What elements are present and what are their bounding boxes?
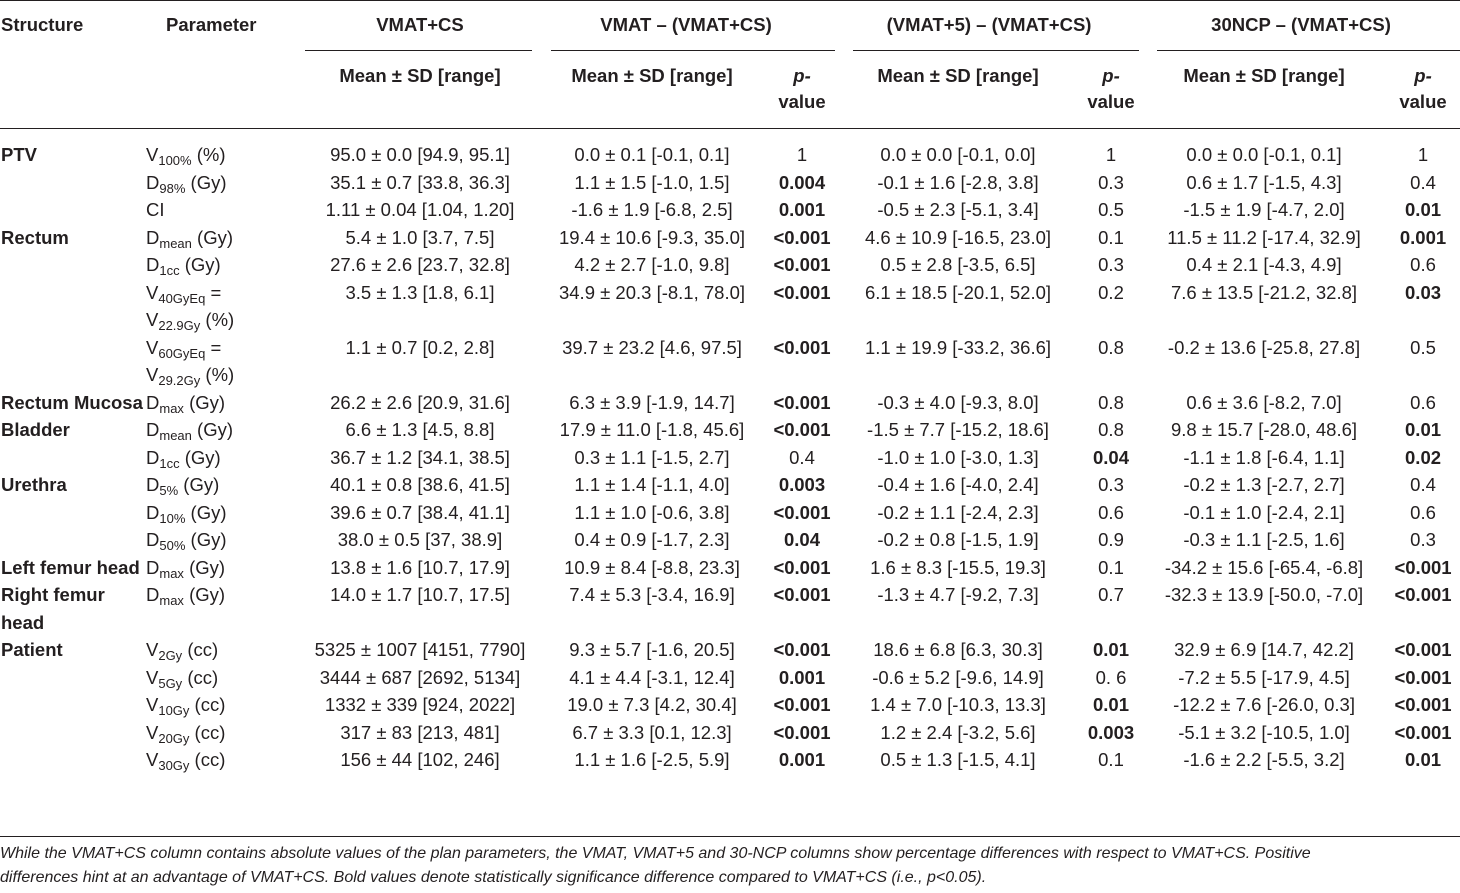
table-row <box>0 196 1460 224</box>
cell-ncp-p: 0.6 <box>1410 501 1436 523</box>
cell-vmat5-p: 0.1 <box>1098 226 1124 248</box>
cell-ncp: -34.2 ± 15.6 [-65.4, -6.8] <box>1164 556 1364 578</box>
cell-ncp: 0.6 ± 1.7 [-1.5, 4.3] <box>1186 171 1342 193</box>
table-row <box>0 416 1460 444</box>
cell-vmat-p: 0.003 <box>778 474 826 495</box>
cell-parameter: $V_{100\%}$ (%) <box>146 144 226 168</box>
cell-structure <box>0 664 146 692</box>
cell-parameter: $V_{60GyEq}$ = $V_{29.2Gy}$ (%) <box>146 336 235 388</box>
group-underline-vmatcs <box>305 50 532 51</box>
cell-parameter: $D_{50\%}$ (Gy) <box>146 529 227 553</box>
header-bottom-rule <box>0 128 1460 129</box>
cell-parameter: $D_{1cc}$ (Gy) <box>146 254 221 278</box>
cell-vmat: 0.4 ± 0.9 [-1.7, 2.3] <box>574 529 730 550</box>
cell-vmat5: -1.0 ± 1.0 [-3.0, 1.3] <box>877 446 1039 468</box>
header-group-vmatcs: VMAT+CS <box>376 14 464 35</box>
cell-structure <box>0 746 146 774</box>
cell-structure <box>0 719 146 747</box>
table-row <box>0 499 1460 527</box>
cell-vmatcs: 3444 ± 687 [2692, 5134] <box>319 666 521 688</box>
cell-vmatcs: 6.6 ± 1.3 [4.5, 8.8] <box>345 419 495 440</box>
cell-ncp: 11.5 ± 11.2 [-17.4, 32.9] <box>1167 226 1361 248</box>
cell-structure <box>0 334 146 389</box>
cell-structure: Patient <box>1 639 63 660</box>
cell-vmat5-p: 0.9 <box>1098 529 1124 550</box>
cell-structure: Right femur head <box>1 584 105 633</box>
cell-ncp-p: 0.01 <box>1405 749 1442 770</box>
cell-ncp-p: <0.001 <box>1394 584 1452 605</box>
cell-ncp-p: 0.4 <box>1410 474 1436 495</box>
cell-ncp: 7.6 ± 13.5 [-21.2, 32.8] <box>1171 281 1358 303</box>
footnote-line-2: differences hint at an advantage of VMAT+CS. Bold values denote statistically significance difference compared to VMAT+CS (i.e., p<0.05). <box>0 869 987 886</box>
cell-ncp-p: <0.001 <box>1394 666 1452 688</box>
header-group-vmat5: (VMAT+5) – (VMAT+CS) <box>886 14 1092 35</box>
cell-vmat5: 0.5 ± 2.8 [-3.5, 6.5] <box>880 254 1036 275</box>
cell-vmat: 0.3 ± 1.1 [-1.5, 2.7] <box>574 446 730 468</box>
group-underline-vmat <box>551 50 835 51</box>
header-row-groups <box>0 0 1460 50</box>
cell-vmat: 9.3 ± 5.7 [-1.6, 20.5] <box>569 639 735 660</box>
top-rule <box>0 0 1460 1</box>
table-row <box>0 169 1460 197</box>
header-mean-sd: Mean ± SD [range] <box>877 65 1039 86</box>
cell-ncp: 9.8 ± 15.7 [-28.0, 48.6] <box>1171 419 1358 440</box>
cell-parameter: $D_{max}$ (Gy) <box>146 556 226 581</box>
cell-ncp-p: 0.01 <box>1405 419 1442 440</box>
cell-structure <box>0 691 146 719</box>
cell-vmat-p: <0.001 <box>773 226 831 248</box>
table-row <box>0 334 1460 389</box>
cell-vmat5: 1.6 ± 8.3 [-15.5, 19.3] <box>870 556 1046 578</box>
cell-ncp: -1.5 ± 1.9 [-4.7, 2.0] <box>1183 199 1345 220</box>
cell-vmat: 19.4 ± 10.6 [-9.3, 35.0] <box>558 226 746 248</box>
cell-vmat-p: <0.001 <box>773 694 831 715</box>
cell-structure: Urethra <box>1 474 67 495</box>
cell-vmatcs: 5.4 ± 1.0 [3.7, 7.5] <box>345 226 495 248</box>
header-mean-sd: Mean ± SD [range] <box>1183 65 1345 86</box>
cell-ncp: -32.3 ± 13.9 [-50.0, -7.0] <box>1164 584 1364 605</box>
cell-ncp-p: 0.5 <box>1410 336 1436 358</box>
cell-vmat5-p: 0.04 <box>1093 446 1130 468</box>
cell-vmat5: -0.3 ± 4.0 [-9.3, 8.0] <box>877 391 1039 413</box>
table-row <box>0 691 1460 719</box>
cell-parameter: $D_{1cc}$ (Gy) <box>146 446 221 471</box>
cell-vmat-p: 0.001 <box>778 666 826 688</box>
cell-vmat5-p: 0.3 <box>1098 254 1124 275</box>
cell-vmat5-p: 0.8 <box>1098 391 1124 413</box>
cell-structure <box>0 196 146 224</box>
cell-vmat-p: <0.001 <box>773 254 831 275</box>
cell-vmat5-p: 0.3 <box>1098 474 1124 495</box>
cell-vmat: 4.2 ± 2.7 [-1.0, 9.8] <box>574 254 730 275</box>
table-row <box>0 279 1460 334</box>
cell-vmat: 39.7 ± 23.2 [4.6, 97.5] <box>562 336 742 358</box>
cell-vmat-p: <0.001 <box>773 281 831 303</box>
cell-parameter: $D_{mean}$ (Gy) <box>146 419 234 443</box>
cell-vmat5-p: 0. 6 <box>1095 666 1127 688</box>
cell-vmatcs: 14.0 ± 1.7 [10.7, 17.5] <box>330 584 510 605</box>
cell-vmatcs: 40.1 ± 0.8 [38.6, 41.5] <box>330 474 510 495</box>
cell-vmat5: 1.2 ± 2.4 [-3.2, 5.6] <box>880 721 1036 743</box>
cell-ncp-p: 0.3 <box>1410 529 1436 550</box>
cell-vmat5: -1.3 ± 4.7 [-9.2, 7.3] <box>877 584 1039 605</box>
table-row <box>0 581 1460 636</box>
cell-ncp-p: <0.001 <box>1394 556 1452 578</box>
group-underline-ncp <box>1157 50 1460 51</box>
cell-vmat5-p: 0.3 <box>1098 171 1124 193</box>
cell-ncp: -0.1 ± 1.0 [-2.4, 2.1] <box>1183 501 1345 523</box>
cell-vmat: 1.1 ± 1.0 [-0.6, 3.8] <box>574 501 730 523</box>
cell-vmatcs: 1.11 ± 0.04 [1.04, 1.20] <box>325 199 515 220</box>
cell-parameter: $V_{2Gy}$ (cc) <box>146 639 219 663</box>
cell-vmatcs: 156 ± 44 [102, 246] <box>340 749 500 770</box>
cell-vmat5: -1.5 ± 7.7 [-15.2, 18.6] <box>867 419 1049 440</box>
cell-vmatcs: 26.2 ± 2.6 [20.9, 31.6] <box>330 391 510 413</box>
cell-vmat5-p: 0.003 <box>1087 721 1135 743</box>
cell-vmat5: 4.6 ± 10.9 [-16.5, 23.0] <box>864 226 1052 248</box>
cell-vmatcs: 95.0 ± 0.0 [94.9, 95.1] <box>330 144 510 165</box>
cell-ncp: 0.6 ± 3.6 [-8.2, 7.0] <box>1186 391 1342 413</box>
cell-ncp: 32.9 ± 6.9 [14.7, 42.2] <box>1174 639 1354 660</box>
cell-vmat5: -0.2 ± 0.8 [-1.5, 1.9] <box>877 529 1039 550</box>
cell-parameter: $D_{98\%}$ (Gy) <box>146 171 227 196</box>
cell-vmat5-p: 0.5 <box>1098 199 1124 220</box>
cell-ncp: -1.6 ± 2.2 [-5.5, 3.2] <box>1183 749 1345 770</box>
cell-ncp: -7.2 ± 5.5 [-17.9, 4.5] <box>1178 666 1350 688</box>
cell-ncp: -5.1 ± 3.2 [-10.5, 1.0] <box>1178 721 1350 743</box>
cell-ncp-p: <0.001 <box>1394 694 1452 715</box>
cell-parameter: $V_{30Gy}$ (cc) <box>146 749 226 773</box>
cell-structure <box>0 444 146 472</box>
group-underline-vmat5 <box>853 50 1139 51</box>
table-row <box>0 526 1460 554</box>
cell-vmatcs: 38.0 ± 0.5 [37, 38.9] <box>337 529 503 550</box>
cell-vmatcs: 35.1 ± 0.7 [33.8, 36.3] <box>330 171 510 193</box>
cell-ncp: 0.4 ± 2.1 [-4.3, 4.9] <box>1186 254 1342 275</box>
header-mean-sd: Mean ± SD [range] <box>339 65 501 86</box>
cell-vmat: 17.9 ± 11.0 [-1.8, 45.6] <box>559 419 745 440</box>
cell-vmatcs: 3.5 ± 1.3 [1.8, 6.1] <box>345 281 495 303</box>
cell-ncp-p: 0.6 <box>1410 254 1436 275</box>
cell-ncp-p: 0.02 <box>1405 446 1442 468</box>
header-structure: Structure <box>1 14 84 35</box>
cell-vmat5: -0.5 ± 2.3 [-5.1, 3.4] <box>877 199 1039 220</box>
cell-structure: Bladder <box>1 419 70 440</box>
cell-vmat-p: <0.001 <box>773 556 831 578</box>
header-row-subcolumns <box>0 50 1460 128</box>
cell-vmat-p: 0.001 <box>778 749 826 770</box>
cell-ncp-p: 1 <box>1417 144 1429 165</box>
cell-structure: Rectum Mucosa <box>1 391 143 413</box>
cell-vmat5: 6.1 ± 18.5 [-20.1, 52.0] <box>864 281 1052 303</box>
cell-vmat-p: <0.001 <box>773 391 831 413</box>
cell-vmat5: 0.5 ± 1.3 [-1.5, 4.1] <box>880 749 1036 770</box>
header-group-vmat: VMAT – (VMAT+CS) <box>600 14 772 35</box>
cell-ncp-p: 0.001 <box>1399 226 1447 248</box>
cell-vmat5: -0.1 ± 1.6 [-2.8, 3.8] <box>877 171 1039 193</box>
cell-vmat: 7.4 ± 5.3 [-3.4, 16.9] <box>569 584 735 605</box>
cell-structure <box>0 169 146 197</box>
cell-ncp: 0.0 ± 0.0 [-0.1, 0.1] <box>1186 144 1342 165</box>
cell-parameter: $V_{10Gy}$ (cc) <box>146 694 226 718</box>
table-row <box>0 444 1460 472</box>
header-parameter: Parameter <box>166 14 257 35</box>
header-group-ncp: 30NCP – (VMAT+CS) <box>1211 14 1391 35</box>
header-p-value: p- value <box>778 65 826 112</box>
cell-vmat: 1.1 ± 1.5 [-1.0, 1.5] <box>574 171 730 193</box>
cell-vmat-p: <0.001 <box>773 336 831 358</box>
table-row <box>0 471 1460 499</box>
table-row <box>0 746 1460 774</box>
cell-vmat-p: 0.04 <box>783 529 820 550</box>
cell-ncp: -0.2 ± 1.3 [-2.7, 2.7] <box>1183 474 1345 495</box>
table-row <box>0 251 1460 279</box>
cell-vmat-p: 0.001 <box>778 199 826 220</box>
cell-structure: PTV <box>1 144 37 165</box>
cell-vmat: 34.9 ± 20.3 [-8.1, 78.0] <box>558 281 746 303</box>
cell-parameter: $D_{max}$ (Gy) <box>146 391 226 416</box>
table-row <box>0 128 1460 169</box>
header-mean-sd: Mean ± SD [range] <box>571 65 733 86</box>
table-row <box>0 224 1460 252</box>
header-p-value: p- value <box>1087 65 1135 112</box>
cell-structure: Rectum <box>1 226 69 248</box>
cell-vmat5: -0.2 ± 1.1 [-2.4, 2.3] <box>877 501 1039 523</box>
cell-vmat5-p: 0.1 <box>1098 556 1124 578</box>
cell-vmat-p: <0.001 <box>773 501 831 523</box>
cell-vmatcs: 1.1 ± 0.7 [0.2, 2.8] <box>345 336 495 358</box>
cell-structure: Left femur head <box>1 556 140 578</box>
cell-structure <box>0 279 146 334</box>
cell-parameter: $D_{5\%}$ (Gy) <box>146 474 220 498</box>
cell-vmat: 19.0 ± 7.3 [4.2, 30.4] <box>567 694 737 715</box>
cell-vmat-p: 0.004 <box>778 171 826 193</box>
cell-ncp: -0.3 ± 1.1 [-2.5, 1.6] <box>1183 529 1345 550</box>
cell-vmat5-p: 0.8 <box>1098 419 1124 440</box>
cell-vmat5: 18.6 ± 6.8 [6.3, 30.3] <box>873 639 1043 660</box>
cell-vmat-p: 1 <box>796 144 808 165</box>
cell-ncp-p: 0.6 <box>1410 391 1436 413</box>
cell-vmat: 0.0 ± 0.1 [-0.1, 0.1] <box>574 144 730 165</box>
cell-vmatcs: 27.6 ± 2.6 [23.7, 32.8] <box>330 254 510 275</box>
cell-structure <box>0 251 146 279</box>
table-row <box>0 664 1460 692</box>
cell-vmat5-p: 0.7 <box>1098 584 1124 605</box>
table-bottom-rule <box>0 836 1460 837</box>
cell-parameter: $V_{5Gy}$ (cc) <box>146 666 219 691</box>
cell-vmat-p: <0.001 <box>773 721 831 743</box>
cell-vmat5: 1.1 ± 19.9 [-33.2, 36.6] <box>864 336 1052 358</box>
cell-ncp: -0.2 ± 13.6 [-25.8, 27.8] <box>1167 336 1361 358</box>
footnote-line-1: While the VMAT+CS column contains absolute values of the plan parameters, the VMAT, VMAT+5 and 30-NCP columns show percentage differences with respect to VMAT+CS. Positive <box>0 845 1311 862</box>
cell-ncp-p: 0.01 <box>1405 199 1442 220</box>
table-row <box>0 636 1460 664</box>
table-body <box>0 128 1460 774</box>
cell-vmat: 1.1 ± 1.6 [-2.5, 5.9] <box>574 749 730 770</box>
cell-parameter: $D_{mean}$ (Gy) <box>146 226 234 251</box>
table-row <box>0 719 1460 747</box>
cell-vmat: 10.9 ± 8.4 [-8.8, 23.3] <box>564 556 740 578</box>
cell-vmatcs: 317 ± 83 [213, 481] <box>340 721 500 743</box>
cell-vmat5: 1.4 ± 7.0 [-10.3, 13.3] <box>870 694 1046 715</box>
cell-vmat5-p: 0.1 <box>1098 749 1124 770</box>
table-row <box>0 554 1460 582</box>
cell-ncp: -12.2 ± 7.6 [-26.0, 0.3] <box>1173 694 1355 715</box>
cell-vmat5-p: 0.8 <box>1098 336 1124 358</box>
cell-vmat5-p: 0.6 <box>1098 501 1124 523</box>
cell-ncp-p: <0.001 <box>1394 639 1452 660</box>
cell-parameter: $D_{max}$ (Gy) <box>146 584 226 608</box>
cell-parameter: $D_{10\%}$ (Gy) <box>146 501 227 526</box>
cell-structure <box>0 499 146 527</box>
cell-vmatcs: 13.8 ± 1.6 [10.7, 17.9] <box>330 556 510 578</box>
header-p-value: p- value <box>1399 65 1447 112</box>
cell-vmat5: 0.0 ± 0.0 [-0.1, 0.0] <box>880 144 1036 165</box>
cell-ncp-p: <0.001 <box>1394 721 1452 743</box>
cell-vmatcs: 1332 ± 339 [924, 2022] <box>324 694 516 715</box>
cell-vmat-p: <0.001 <box>773 419 831 440</box>
cell-vmat: 6.7 ± 3.3 [0.1, 12.3] <box>572 721 732 743</box>
cell-ncp-p: 0.03 <box>1405 281 1442 303</box>
cell-vmat5-p: 1 <box>1105 144 1117 165</box>
cell-vmatcs: 5325 ± 1007 [4151, 7790] <box>314 639 526 660</box>
table-row <box>0 389 1460 417</box>
cell-parameter: CI <box>146 199 165 220</box>
cell-vmatcs: 39.6 ± 0.7 [38.4, 41.1] <box>330 501 510 523</box>
cell-vmat5-p: 0.2 <box>1098 281 1124 303</box>
cell-vmat-p: <0.001 <box>773 639 831 660</box>
cell-vmat5-p: 0.01 <box>1093 639 1130 660</box>
cell-parameter: $V_{20Gy}$ (cc) <box>146 721 226 746</box>
cell-parameter: $V_{40GyEq}$ = $V_{22.9Gy}$ (%) <box>146 281 235 333</box>
cell-vmat-p: <0.001 <box>773 584 831 605</box>
cell-vmat5: -0.6 ± 5.2 [-9.6, 14.9] <box>872 666 1044 688</box>
cell-ncp: -1.1 ± 1.8 [-6.4, 1.1] <box>1183 446 1345 468</box>
cell-vmat-p: 0.4 <box>789 446 815 468</box>
cell-vmatcs: 36.7 ± 1.2 [34.1, 38.5] <box>330 446 510 468</box>
cell-ncp-p: 0.4 <box>1410 171 1436 193</box>
cell-vmat5-p: 0.01 <box>1093 694 1130 715</box>
cell-vmat: 6.3 ± 3.9 [-1.9, 14.7] <box>569 391 735 413</box>
cell-vmat: 1.1 ± 1.4 [-1.1, 4.0] <box>574 474 730 495</box>
cell-vmat5: -0.4 ± 1.6 [-4.0, 2.4] <box>877 474 1039 495</box>
table-footnote <box>0 842 1460 890</box>
cell-vmat: 4.1 ± 4.4 [-3.1, 12.4] <box>569 666 735 688</box>
cell-structure <box>0 526 146 554</box>
cell-vmat: -1.6 ± 1.9 [-6.8, 2.5] <box>571 199 733 220</box>
